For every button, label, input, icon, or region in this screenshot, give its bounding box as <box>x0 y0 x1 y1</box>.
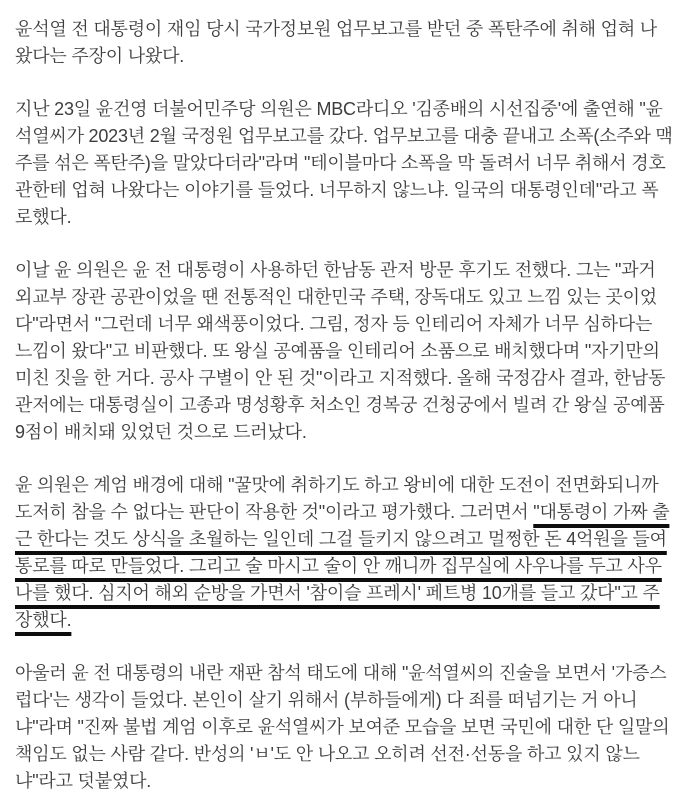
article-paragraph: 이날 윤 의원은 윤 전 대통령이 사용하던 한남동 관저 방문 후기도 전했다. 그는 "과거 외교부 장관 공관이었을 땐 전통적인 대한민국 주택, 장독대도 있고 느낌 있는 곳이었다"라면서 "그런데 너무 왜색풍이었다. 그림, 정자 등 인테리어 자체가 너무 심하다는 느낌이 왔다"고 비판했다. 또 왕실 공예품을 인테리어 소품으로 배치했다며 "자기만의 미친 짓을 한 거다. 공사 구별이 안 된 것"이라고 지적했다. 올해 국정감사 결과, 한남동 관저에는 대통령실이 고종과 명성황후 처소인 경복궁 건청궁에서 빌려 간 왕실 공예품 9점이 배치돼 있었던 것으로 드러났다. <box>15 260 666 442</box>
underlined-quote: "대통령이 가짜 출근 한다는 것도 상식을 초월하는 일인데 그걸 들키지 않으려고 멀쩡한 돈 4억원을 들여 통로를 따로 만들었다. 그리고 술 마시고 술이 안 깨니까 집무실에 사우나를 두고 사우나를 했다. 심지어 해외 순방을 가면서 '참이슬 프레시' 페트병 10개를 들고 갔다"고 주장했다. <box>15 502 670 630</box>
article-paragraph: 아울러 윤 전 대통령의 내란 재판 참석 태도에 대해 "윤석열씨의 진술을 보면서 '가증스럽다'는 생각이 들었다. 본인이 살기 위해서 (부하들에게) 다 죄를 떠넘기는 거 아니냐"라며 "진짜 불법 계엄 이후로 윤석열씨가 보여준 모습을 보면 국민에 대한 단 일말의 책임도 없는 사람 같다. 반성의 'ㅂ'도 안 나오고 오히려 선전·선동을 하고 있지 않느냐"라고 덧붙였다. <box>15 663 670 791</box>
article-paragraph <box>15 472 674 634</box>
paragraph-text: 윤 의원은 계엄 배경에 대해 "꿀맛에 취하기도 하고 왕비에 대한 도전이 전면화되니까 도저히 참을 수 없다는 판단이 작용한 것"이라고 평가했다. 그러면서 <box>15 475 659 522</box>
article-paragraph: 지난 23일 윤건영 더불어민주당 의원은 MBC라디오 '김종배의 시선집중'에 출연해 "윤석열씨가 2023년 2월 국정원 업무보고를 갔다. 업무보고를 대충 끝내고 소폭(소주와 맥주를 섞은 폭탄주)을 말았다더라"라며 "테이블마다 소폭을 막 돌려서 너무 취해서 경호관한테 업혀 나왔다는 이야기를 들었다. 너무하지 않느냐. 일국의 대통령인데"라고 폭로했다. <box>15 99 673 227</box>
article-paragraph: 윤석열 전 대통령이 재임 당시 국가정보원 업무보고를 받던 중 폭탄주에 취해 업혀 나왔다는 주장이 나왔다. <box>15 19 658 66</box>
